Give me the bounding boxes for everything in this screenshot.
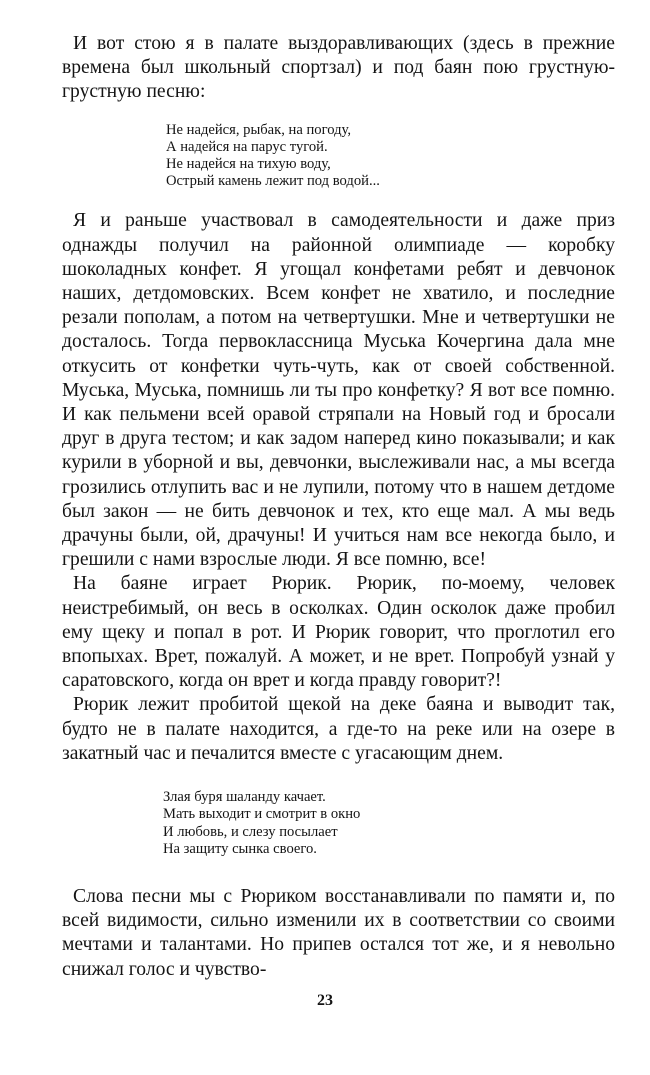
- verse-line: Злая буря шаланду качает.: [163, 789, 326, 806]
- paragraph-2: Я и раньше участвовал в самодеятельности и даже приз однажды получил на районной олимпиаде — коробку шоколадных конфет. Я угощал конфетами ребят и девчонок наших, детдомовских. Всем конфет не хватило, и последние резали пополам, а потом на четвертушки. Мне и четвертушки не досталось. Тогда первоклассница Муська Кочергина дала мне откусить от конфетки чуть-чуть, как от своей собственной. Муська, Муська, помнишь ли ты про конфетку? Я вот все помню. И как пельмени всей оравой стряпали на Новый год и бросали друг в друга тестом; и как задом наперед кино показывали; и как курили в уборной и вы, девчонки, выслеживали нас, а мы всегда грозились отлупить вас и не лупили, потому что в нашем детдоме был закон — не бить девчонок и тех, кто еще мал. А мы ведь драчуны были, ой, драчуны! И учиться нам все некогда было, и грешили с нами взрослые люди. Я все помню, все!: [62, 210, 615, 571]
- verse-line: Острый камень лежит под водой...: [166, 173, 380, 190]
- verse-line: Мать выходит и смотрит в окно: [163, 806, 361, 823]
- paragraph-1: И вот стою я в палате выздоравливающих (здесь в прежние времена был школьный спортзал) и под баян пою грустную-грустную песню:: [62, 33, 615, 103]
- paragraph-4: Рюрик лежит пробитой щекой на деке баяна и выводит так, будто не в палате находится, а где-то на реке или на озере в закатный час и печалится вместе с угасающим днем.: [62, 694, 615, 764]
- verse-block-2: [62, 789, 615, 858]
- verse-line: А надейся на парус тугой.: [166, 138, 328, 155]
- verse-line: На защиту сынка своего.: [163, 840, 317, 857]
- verse-line: Не надейся на тихую воду,: [166, 156, 331, 173]
- paragraph-5: Слова песни мы с Рюриком восстанавливали по памяти и, по всей видимости, сильно изменили их в соответствии со своими мечтами и талантами. Но припев остался тот же, и я невольно снижал голос и чувство-: [62, 885, 615, 980]
- verse-line: И любовь, и слезу посылает: [163, 823, 338, 840]
- verse-line: Не надейся, рыбак, на погоду,: [166, 121, 351, 138]
- paragraph-3: На баяне играет Рюрик. Рюрик, по-моему, человек неистребимый, он весь в осколках. Один осколок даже пробил ему щеку и попал в рот. И Рюрик говорит, что проглотил его впопыхах. Врет, пожалуй. А может, и не врет. Попробуй узнай у саратовского, когда он врет и когда правду говорит?!: [62, 573, 615, 692]
- page-body: [62, 32, 615, 982]
- page-number: 23: [317, 992, 333, 1009]
- verse-block-1: [62, 122, 615, 191]
